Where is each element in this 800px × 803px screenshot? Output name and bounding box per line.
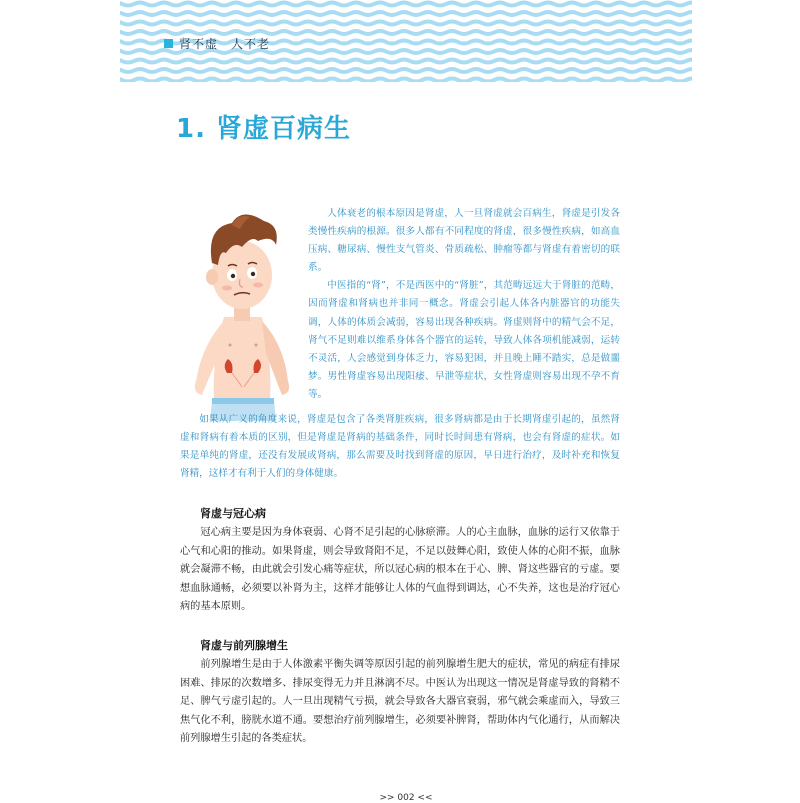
book-page [120,0,692,803]
page-number: >> 002 << [379,793,433,803]
intro-paragraph: 中医指的“肾”，不是西医中的“肾脏”，其范畴远远大于肾脏的范畴，因而肾虚和肾病也并非同一概念。肾虚会引起人体各内脏器官的功能失调，人体的体质会减弱，容易出现各种疾病。肾虚则肾中的精气会不足，肾气不足则难以维系身体各个器官的运转，导致人体各项机能减弱，运转不灵活，人会感觉到身体乏力，容易犯困，并且晚上睡不踏实，总是做噩梦。男性肾虚容易出现阳痿、早泄等症状，女性肾虚则容易出现不孕不育等。 [308,280,620,400]
section-coronary-heart-disease [180,505,620,617]
section-body: 冠心病主要是因为身体衰弱、心肾不足引起的心脉瘀滞。人的心主血脉，血脉的运行又依靠于心气和心阳的推动。如果肾虚，则会导致肾阳不足，不足以鼓舞心阳，致使人体的心阳不振，血脉就会凝滞不畅，由此就会引发心痛等症状，所以冠心病的根本在于心、脾、肾这些器官的亏虚。要想血脉通畅，必须要以补肾为主，这样才能够让人体的气血得到调达，心不失养，这也是治疗冠心病的基本原则。 [180,527,620,613]
section-heading: 肾虚与冠心病 [200,507,266,520]
header-square-icon [164,39,173,48]
intro-paragraph: 如果从广义的角度来说，肾虚是包含了各类肾脏疾病，很多肾病都是由于长期肾虚引起的，虽然肾虚和肾病有着本质的区别，但是肾虚是肾病的基础条件，同时长时间患有肾病，也会有肾虚的症状。如果是单纯的肾虚，还没有发展成肾病，那么需要及时找到肾虚的原因，早日进行治疗，及时补充和恢复肾精，这样才有利于人们的身体健康。 [180,414,620,480]
boy-kidney-illustration [172,205,312,430]
header-title: 肾不虚 人不老 [179,37,271,51]
running-header [164,35,270,52]
chapter-title: 1. 肾虚百病生 [176,114,352,144]
wave-header-band [120,0,692,82]
section-heading: 肾虚与前列腺增生 [200,639,288,652]
intro-text-block [308,205,620,404]
intro-full-width-block [180,411,620,483]
intro-paragraph: 人体衰老的根本原因是肾虚，人一旦肾虚就会百病生，肾虚是引发各类慢性疾病的根源。很多人都有不同程度的肾虚，很多慢性疾病，如高血压病、糖尿病、慢性支气管炎、骨质疏松、肿瘤等都与肾虚有着密切的联系。 [308,208,620,274]
section-body: 前列腺增生是由于人体激素平衡失调等原因引起的前列腺增生肥大的症状，常见的病症有排尿困难、排尿的次数增多、排尿变得无力并且淋漓不尽。中医认为出现这一情况是肾虚导致的肾精不足、脾气亏虚引起的。人一旦出现精气亏损，就会导致各大器官衰弱，邪气就会乘虚而入，导致三焦气化不利，膀胱水道不通。要想治疗前列腺增生，必须要补脾肾，帮助体内气化通行，从而解决前列腺增生引起的各类症状。 [180,659,620,745]
section-prostate-hyperplasia [180,637,620,749]
